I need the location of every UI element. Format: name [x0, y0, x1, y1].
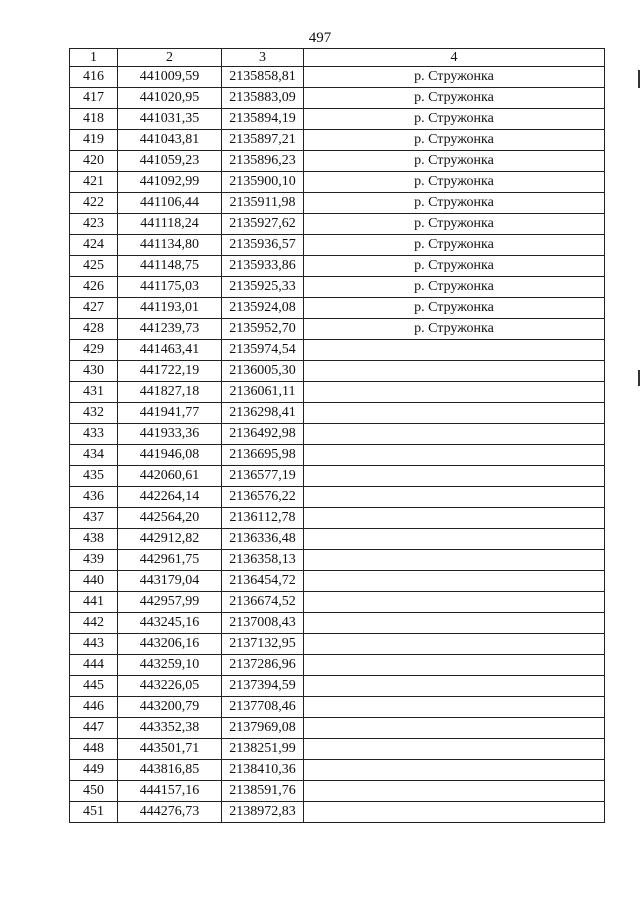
point-number-cell: 442 [70, 613, 118, 634]
point-number-cell: 418 [70, 109, 118, 130]
x-coordinate-cell: 442961,75 [118, 550, 222, 571]
header-col-2: 2 [118, 49, 222, 67]
point-number-cell: 447 [70, 718, 118, 739]
x-coordinate-cell: 441118,24 [118, 214, 222, 235]
note-cell [304, 403, 605, 424]
table-row [70, 781, 605, 802]
note-cell [304, 781, 605, 802]
table-row [70, 235, 605, 256]
y-coordinate-cell: 2136358,13 [222, 550, 304, 571]
y-coordinate-cell: 2135974,54 [222, 340, 304, 361]
x-coordinate-cell: 441946,08 [118, 445, 222, 466]
x-coordinate-cell: 441009,59 [118, 67, 222, 88]
note-cell: р. Стружонка [304, 256, 605, 277]
point-number-cell: 444 [70, 655, 118, 676]
y-coordinate-cell: 2137008,43 [222, 613, 304, 634]
point-number-cell: 422 [70, 193, 118, 214]
note-cell [304, 697, 605, 718]
note-cell [304, 508, 605, 529]
table-row [70, 676, 605, 697]
table-row [70, 298, 605, 319]
table-row [70, 697, 605, 718]
point-number-cell: 421 [70, 172, 118, 193]
point-number-cell: 436 [70, 487, 118, 508]
point-number-cell: 433 [70, 424, 118, 445]
x-coordinate-cell: 442264,14 [118, 487, 222, 508]
point-number-cell: 428 [70, 319, 118, 340]
note-cell [304, 760, 605, 781]
point-number-cell: 426 [70, 277, 118, 298]
note-cell [304, 445, 605, 466]
y-coordinate-cell: 2136576,22 [222, 487, 304, 508]
note-cell [304, 592, 605, 613]
x-coordinate-cell: 442957,99 [118, 592, 222, 613]
y-coordinate-cell: 2137286,96 [222, 655, 304, 676]
note-cell: р. Стружонка [304, 130, 605, 151]
x-coordinate-cell: 441175,03 [118, 277, 222, 298]
table-row [70, 88, 605, 109]
y-coordinate-cell: 2135952,70 [222, 319, 304, 340]
x-coordinate-cell: 443200,79 [118, 697, 222, 718]
x-coordinate-cell: 444276,73 [118, 802, 222, 823]
y-coordinate-cell: 2135936,57 [222, 235, 304, 256]
point-number-cell: 446 [70, 697, 118, 718]
point-number-cell: 448 [70, 739, 118, 760]
table-row [70, 214, 605, 235]
x-coordinate-cell: 442564,20 [118, 508, 222, 529]
note-cell: р. Стружонка [304, 151, 605, 172]
table-row [70, 466, 605, 487]
note-cell [304, 529, 605, 550]
y-coordinate-cell: 2135900,10 [222, 172, 304, 193]
table-row [70, 508, 605, 529]
note-cell [304, 613, 605, 634]
point-number-cell: 416 [70, 67, 118, 88]
point-number-cell: 435 [70, 466, 118, 487]
x-coordinate-cell: 443245,16 [118, 613, 222, 634]
table-row [70, 634, 605, 655]
x-coordinate-cell: 441020,95 [118, 88, 222, 109]
x-coordinate-cell: 441092,99 [118, 172, 222, 193]
y-coordinate-cell: 2137708,46 [222, 697, 304, 718]
table-row [70, 172, 605, 193]
point-number-cell: 424 [70, 235, 118, 256]
note-cell [304, 739, 605, 760]
table-row [70, 67, 605, 88]
y-coordinate-cell: 2137969,08 [222, 718, 304, 739]
point-number-cell: 430 [70, 361, 118, 382]
header-col-1: 1 [70, 49, 118, 67]
table-row [70, 718, 605, 739]
y-coordinate-cell: 2138251,99 [222, 739, 304, 760]
table-row [70, 571, 605, 592]
table-row [70, 277, 605, 298]
point-number-cell: 434 [70, 445, 118, 466]
x-coordinate-cell: 441134,80 [118, 235, 222, 256]
table-row [70, 151, 605, 172]
y-coordinate-cell: 2135894,19 [222, 109, 304, 130]
y-coordinate-cell: 2135925,33 [222, 277, 304, 298]
x-coordinate-cell: 441031,35 [118, 109, 222, 130]
note-cell: р. Стружонка [304, 214, 605, 235]
x-coordinate-cell: 441043,81 [118, 130, 222, 151]
header-row [70, 49, 605, 67]
table-row [70, 613, 605, 634]
x-coordinate-cell: 441059,23 [118, 151, 222, 172]
x-coordinate-cell: 441193,01 [118, 298, 222, 319]
point-number-cell: 438 [70, 529, 118, 550]
table-row [70, 592, 605, 613]
table-body [70, 67, 605, 823]
note-cell [304, 571, 605, 592]
point-number-cell: 437 [70, 508, 118, 529]
point-number-cell: 429 [70, 340, 118, 361]
x-coordinate-cell: 441463,41 [118, 340, 222, 361]
y-coordinate-cell: 2135883,09 [222, 88, 304, 109]
y-coordinate-cell: 2136454,72 [222, 571, 304, 592]
table-row [70, 760, 605, 781]
y-coordinate-cell: 2135896,23 [222, 151, 304, 172]
y-coordinate-cell: 2135933,86 [222, 256, 304, 277]
point-number-cell: 443 [70, 634, 118, 655]
table-row [70, 382, 605, 403]
y-coordinate-cell: 2138972,83 [222, 802, 304, 823]
header-col-3: 3 [222, 49, 304, 67]
x-coordinate-cell: 441933,36 [118, 424, 222, 445]
note-cell [304, 655, 605, 676]
page-number: 497 [308, 30, 332, 46]
y-coordinate-cell: 2136336,48 [222, 529, 304, 550]
x-coordinate-cell: 443816,85 [118, 760, 222, 781]
note-cell [304, 382, 605, 403]
y-coordinate-cell: 2136061,11 [222, 382, 304, 403]
note-cell [304, 466, 605, 487]
point-number-cell: 450 [70, 781, 118, 802]
table-row [70, 487, 605, 508]
y-coordinate-cell: 2137394,59 [222, 676, 304, 697]
note-cell [304, 361, 605, 382]
y-coordinate-cell: 2136492,98 [222, 424, 304, 445]
x-coordinate-cell: 441106,44 [118, 193, 222, 214]
point-number-cell: 449 [70, 760, 118, 781]
note-cell [304, 424, 605, 445]
note-cell: р. Стружонка [304, 319, 605, 340]
point-number-cell: 427 [70, 298, 118, 319]
point-number-cell: 439 [70, 550, 118, 571]
point-number-cell: 417 [70, 88, 118, 109]
table-row [70, 424, 605, 445]
table-row [70, 550, 605, 571]
y-coordinate-cell: 2135927,62 [222, 214, 304, 235]
note-cell: р. Стружонка [304, 67, 605, 88]
x-coordinate-cell: 441941,77 [118, 403, 222, 424]
y-coordinate-cell: 2138410,36 [222, 760, 304, 781]
y-coordinate-cell: 2136005,30 [222, 361, 304, 382]
table-row [70, 802, 605, 823]
note-cell [304, 340, 605, 361]
table-row [70, 193, 605, 214]
point-number-cell: 451 [70, 802, 118, 823]
point-number-cell: 423 [70, 214, 118, 235]
table-row [70, 130, 605, 151]
table-row [70, 739, 605, 760]
x-coordinate-cell: 442912,82 [118, 529, 222, 550]
table-row [70, 361, 605, 382]
note-cell [304, 487, 605, 508]
note-cell [304, 550, 605, 571]
y-coordinate-cell: 2135897,21 [222, 130, 304, 151]
y-coordinate-cell: 2135924,08 [222, 298, 304, 319]
header-col-4: 4 [304, 49, 605, 67]
note-cell: р. Стружонка [304, 235, 605, 256]
table-row [70, 319, 605, 340]
note-cell: р. Стружонка [304, 109, 605, 130]
x-coordinate-cell: 442060,61 [118, 466, 222, 487]
note-cell: р. Стружонка [304, 193, 605, 214]
x-coordinate-cell: 441827,18 [118, 382, 222, 403]
x-coordinate-cell: 441148,75 [118, 256, 222, 277]
note-cell [304, 634, 605, 655]
point-number-cell: 419 [70, 130, 118, 151]
note-cell [304, 802, 605, 823]
x-coordinate-cell: 443259,10 [118, 655, 222, 676]
x-coordinate-cell: 441239,73 [118, 319, 222, 340]
x-coordinate-cell: 443206,16 [118, 634, 222, 655]
point-number-cell: 440 [70, 571, 118, 592]
point-number-cell: 431 [70, 382, 118, 403]
table-row [70, 340, 605, 361]
x-coordinate-cell: 444157,16 [118, 781, 222, 802]
y-coordinate-cell: 2136674,52 [222, 592, 304, 613]
x-coordinate-cell: 443226,05 [118, 676, 222, 697]
x-coordinate-cell: 443501,71 [118, 739, 222, 760]
table-row [70, 529, 605, 550]
y-coordinate-cell: 2135858,81 [222, 67, 304, 88]
table-row [70, 655, 605, 676]
x-coordinate-cell: 443179,04 [118, 571, 222, 592]
y-coordinate-cell: 2136112,78 [222, 508, 304, 529]
note-cell [304, 676, 605, 697]
note-cell: р. Стружонка [304, 298, 605, 319]
point-number-cell: 445 [70, 676, 118, 697]
y-coordinate-cell: 2136298,41 [222, 403, 304, 424]
note-cell: р. Стружонка [304, 277, 605, 298]
note-cell [304, 718, 605, 739]
note-cell: р. Стружонка [304, 172, 605, 193]
y-coordinate-cell: 2135911,98 [222, 193, 304, 214]
y-coordinate-cell: 2136577,19 [222, 466, 304, 487]
note-cell: р. Стружонка [304, 88, 605, 109]
point-number-cell: 441 [70, 592, 118, 613]
x-coordinate-cell: 441722,19 [118, 361, 222, 382]
y-coordinate-cell: 2138591,76 [222, 781, 304, 802]
point-number-cell: 425 [70, 256, 118, 277]
point-number-cell: 432 [70, 403, 118, 424]
x-coordinate-cell: 443352,38 [118, 718, 222, 739]
coordinates-table [69, 48, 605, 823]
table-row [70, 109, 605, 130]
table-row [70, 256, 605, 277]
table-row [70, 445, 605, 466]
table-row [70, 403, 605, 424]
y-coordinate-cell: 2136695,98 [222, 445, 304, 466]
point-number-cell: 420 [70, 151, 118, 172]
y-coordinate-cell: 2137132,95 [222, 634, 304, 655]
